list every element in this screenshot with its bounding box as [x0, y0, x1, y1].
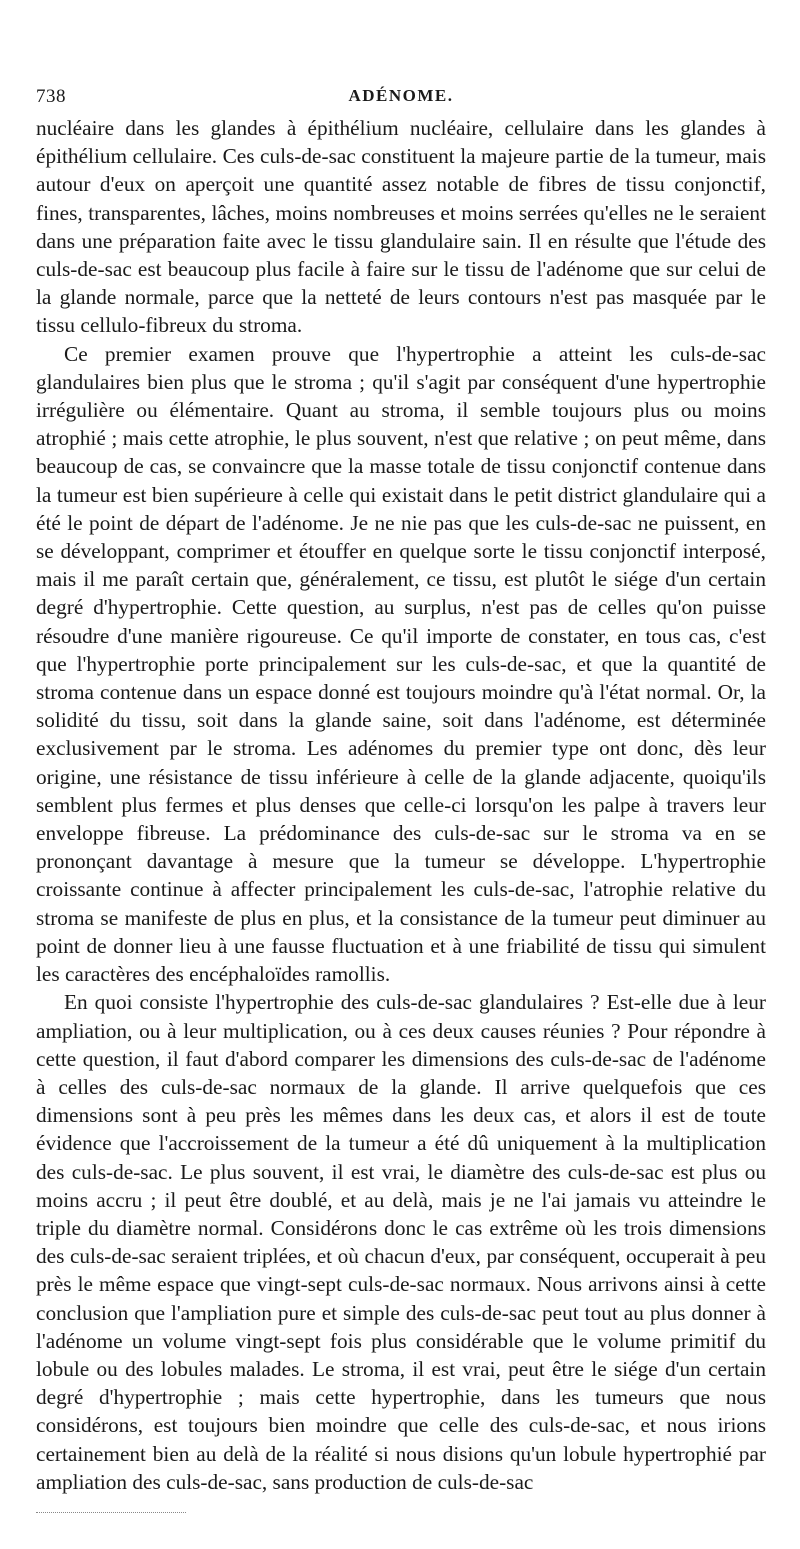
page-number: 738	[36, 86, 66, 107]
paragraph: En quoi consiste l'hypertrophie des culs-de-sac glandulaires ? Est-elle due à leur ampliation, ou à leur multiplication, ou à ces deux causes réunies ? Pour répondre à cette question, il faut d'abord comparer les dimensions des culs-de-sac de l'adénome à celles des culs-de-sac normaux de la glande. Il arrive quelquefois que ces dimensions sont à peu près les mêmes dans les deux cas, et alors il est de toute évidence que l'accroissement de la tumeur a été dû uniquement à la multiplication des culs-de-sac. Le plus souvent, il est vrai, le diamètre des culs-de-sac est plus ou moins accru ; il peut être doublé, et au delà, mais je ne l'ai jamais vu atteindre le triple du diamètre normal. Considérons donc le cas extrême où les trois dimensions des culs-de-sac seraient triplées, et où chacun d'eux, par conséquent, occuperait à peu près le même espace que vingt-sept culs-de-sac normaux. Nous arrivons ainsi à cette conclusion que l'ampliation pure et simple des culs-de-sac peut tout au plus donner à l'adénome un volume vingt-sept fois plus considérable que le volume primitif du lobule ou des lobules malades. Le stroma, il est vrai, peut être le siége d'un certain degré d'hypertrophie ; mais cette hypertrophie, dans les tumeurs que nous considérons, est toujours bien moindre que celle des culs-de-sac, et nous irions certainement bien au delà de la réalité si nous disions qu'un lobule hypertrophié par ampliation des culs-de-sac, sans production de culs-de-sac	[36, 990, 766, 1494]
paragraph: Ce premier examen prouve que l'hypertrophie a atteint les culs-de-sac glandulaires bien plus que le stroma ; qu'il s'agit par conséquent d'une hypertrophie irrégulière ou élémentaire. Quant au stroma, il semble toujours plus ou moins atrophié ; mais cette atrophie, le plus souvent, n'est que relative ; on peut même, dans beaucoup de cas, se convaincre que la masse totale de tissu conjonctif contenue dans la tumeur est bien supérieure à celle qui existait dans le petit district glandulaire qui a été le point de départ de l'adénome. Je ne nie pas que les culs-de-sac ne puissent, en se développant, comprimer et étouffer en quelque sorte le tissu conjonctif interposé, mais il me paraît certain que, généralement, ce tissu, est plutôt le siége d'un certain degré d'hypertrophie. Cette question, au surplus, n'est pas de celles qu'on puisse résoudre d'une manière rigoureuse. Ce qu'il importe de constater, en tous cas, c'est que l'hypertrophie porte principalement sur les culs-de-sac, et que la quantité de stroma contenue dans un espace donné est toujours moindre qu'à l'état normal. Or, la solidité du tissu, soit dans la glande saine, soit dans l'adénome, est déterminée exclusivement par le stroma. Les adénomes du premier type ont donc, dès leur origine, une résistance de tissu inférieure à celle de la glande adjacente, quoiqu'ils semblent plus fermes et plus denses que celle-ci lorsqu'on les palpe à travers leur enveloppe fibreuse. La prédominance des culs-de-sac sur le stroma va en se prononçant davantage à mesure que la tumeur se développe. L'hypertrophie croissante continue à affecter principalement les culs-de-sac, l'atrophie relative du stroma se manifeste de plus en plus, et la consistance de la tumeur peut diminuer au point de donner lieu à une fausse fluctuation et à une friabilité de tissu qui simulent les caractères des encéphaloïdes ramollis.	[36, 341, 766, 987]
paragraph-continued: nucléaire dans les glandes à épithélium nucléaire, cellulaire dans les glandes à épithélium cellulaire. Ces culs-de-sac constituent la majeure partie de la tumeur, mais autour d'eux on aperçoit une quantité assez notable de fibres de tissu conjonctif, fines, transparentes, lâches, moins nombreuses et moins serrées qu'elles ne le seraient dans une préparation faite avec le tissu glandulaire sain. Il en résulte que l'étude des culs-de-sac est beaucoup plus facile à faire sur le tissu de l'adénome que sur celui de la glande normale, parce que la netteté de leurs contours n'est pas masquée par le tissu cellulo-fibreux du stroma.	[36, 116, 766, 338]
page-header	[36, 86, 766, 114]
book-page	[36, 86, 766, 1496]
footer-rule	[36, 1512, 186, 1514]
body-text	[36, 114, 766, 1496]
running-title: ADÉNOME.	[348, 86, 454, 105]
